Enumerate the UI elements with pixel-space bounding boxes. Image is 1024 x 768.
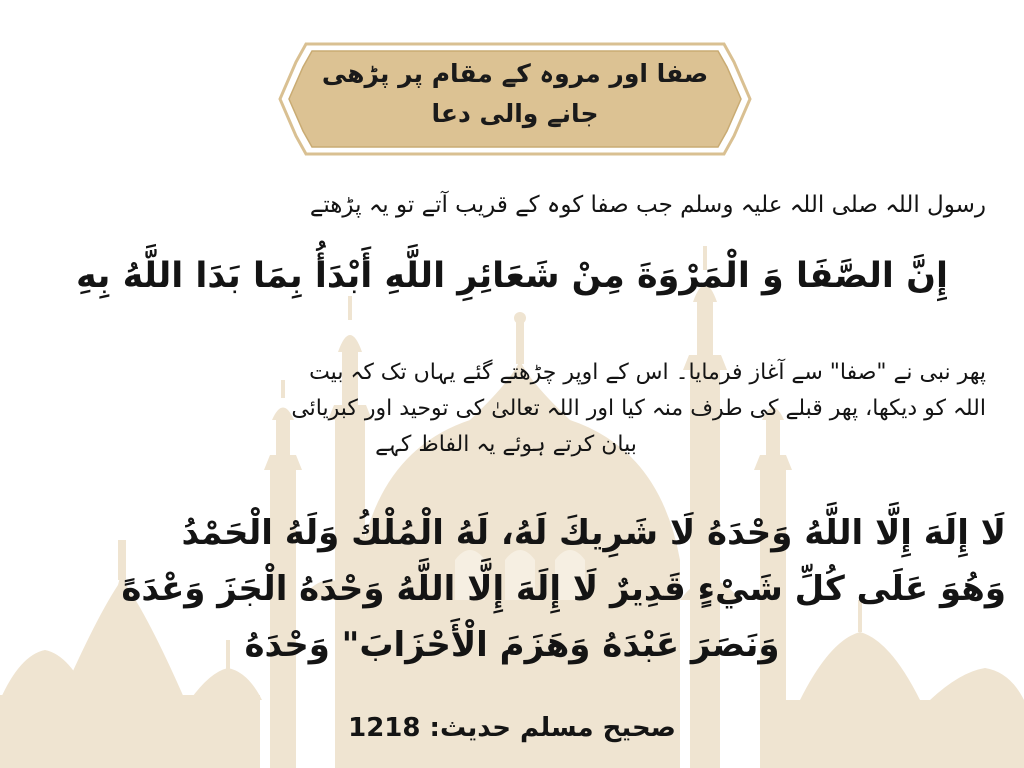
description-paragraph [26, 355, 986, 463]
dua-line-2: وَهُوَ عَلَى كُلِّ شَيْءٍ قَدِيرٌ لَا إِلَهَ إِلَّا اللَّهُ وَحْدَهُ الْجَزَ وَعْدَهً [121, 569, 1006, 609]
paragraph-line-2: اللہ کو دیکھا، پھر قبلے کی طرف منہ کیا اور اللہ تعالیٰ کی توحید اور کبریائی [291, 396, 986, 421]
paragraph-line-3: بیان کرتے ہوئے یہ الفاظ کہے [375, 432, 637, 457]
arabic-verse: إِنَّ الصَّفَا وَ الْمَرْوَةَ مِنْ شَعَائِرِ اللَّهِ أَبْدَأُ بِمَا بَدَا اللَّهُ بِهِ [76, 256, 948, 296]
paragraph-line-1: پھر نبی نے "صفا" سے آغاز فرمایا۔ اس کے اوپر چڑھتے گئے یہاں تک کہ بیت [309, 360, 986, 385]
dua-line-1: لَا إِلَهَ إِلَّا اللَّهُ وَحْدَهُ لَا شَرِيكَ لَهُ، لَهُ الْمُلْكُ وَلَهُ الْحَمْدُ [181, 513, 1006, 553]
intro-text: رسول اللہ صلی اللہ علیہ وسلم جب صفا کوہ کے قریب آتے تو یہ پڑھتے [309, 192, 986, 218]
dua-text [18, 505, 1006, 673]
title-line-1: صفا اور مروہ کے مقام پر پڑھی [321, 59, 709, 88]
title-line-2: جانے والی دعا [431, 99, 599, 128]
dua-line-3: وَنَصَرَ عَبْدَهُ وَهَزَمَ الْأَحْزَابَ" وَحْدَهُ [244, 625, 780, 665]
page-title [300, 54, 730, 134]
hadith-reference: صحیح مسلم حدیث: 1218 [348, 713, 676, 743]
